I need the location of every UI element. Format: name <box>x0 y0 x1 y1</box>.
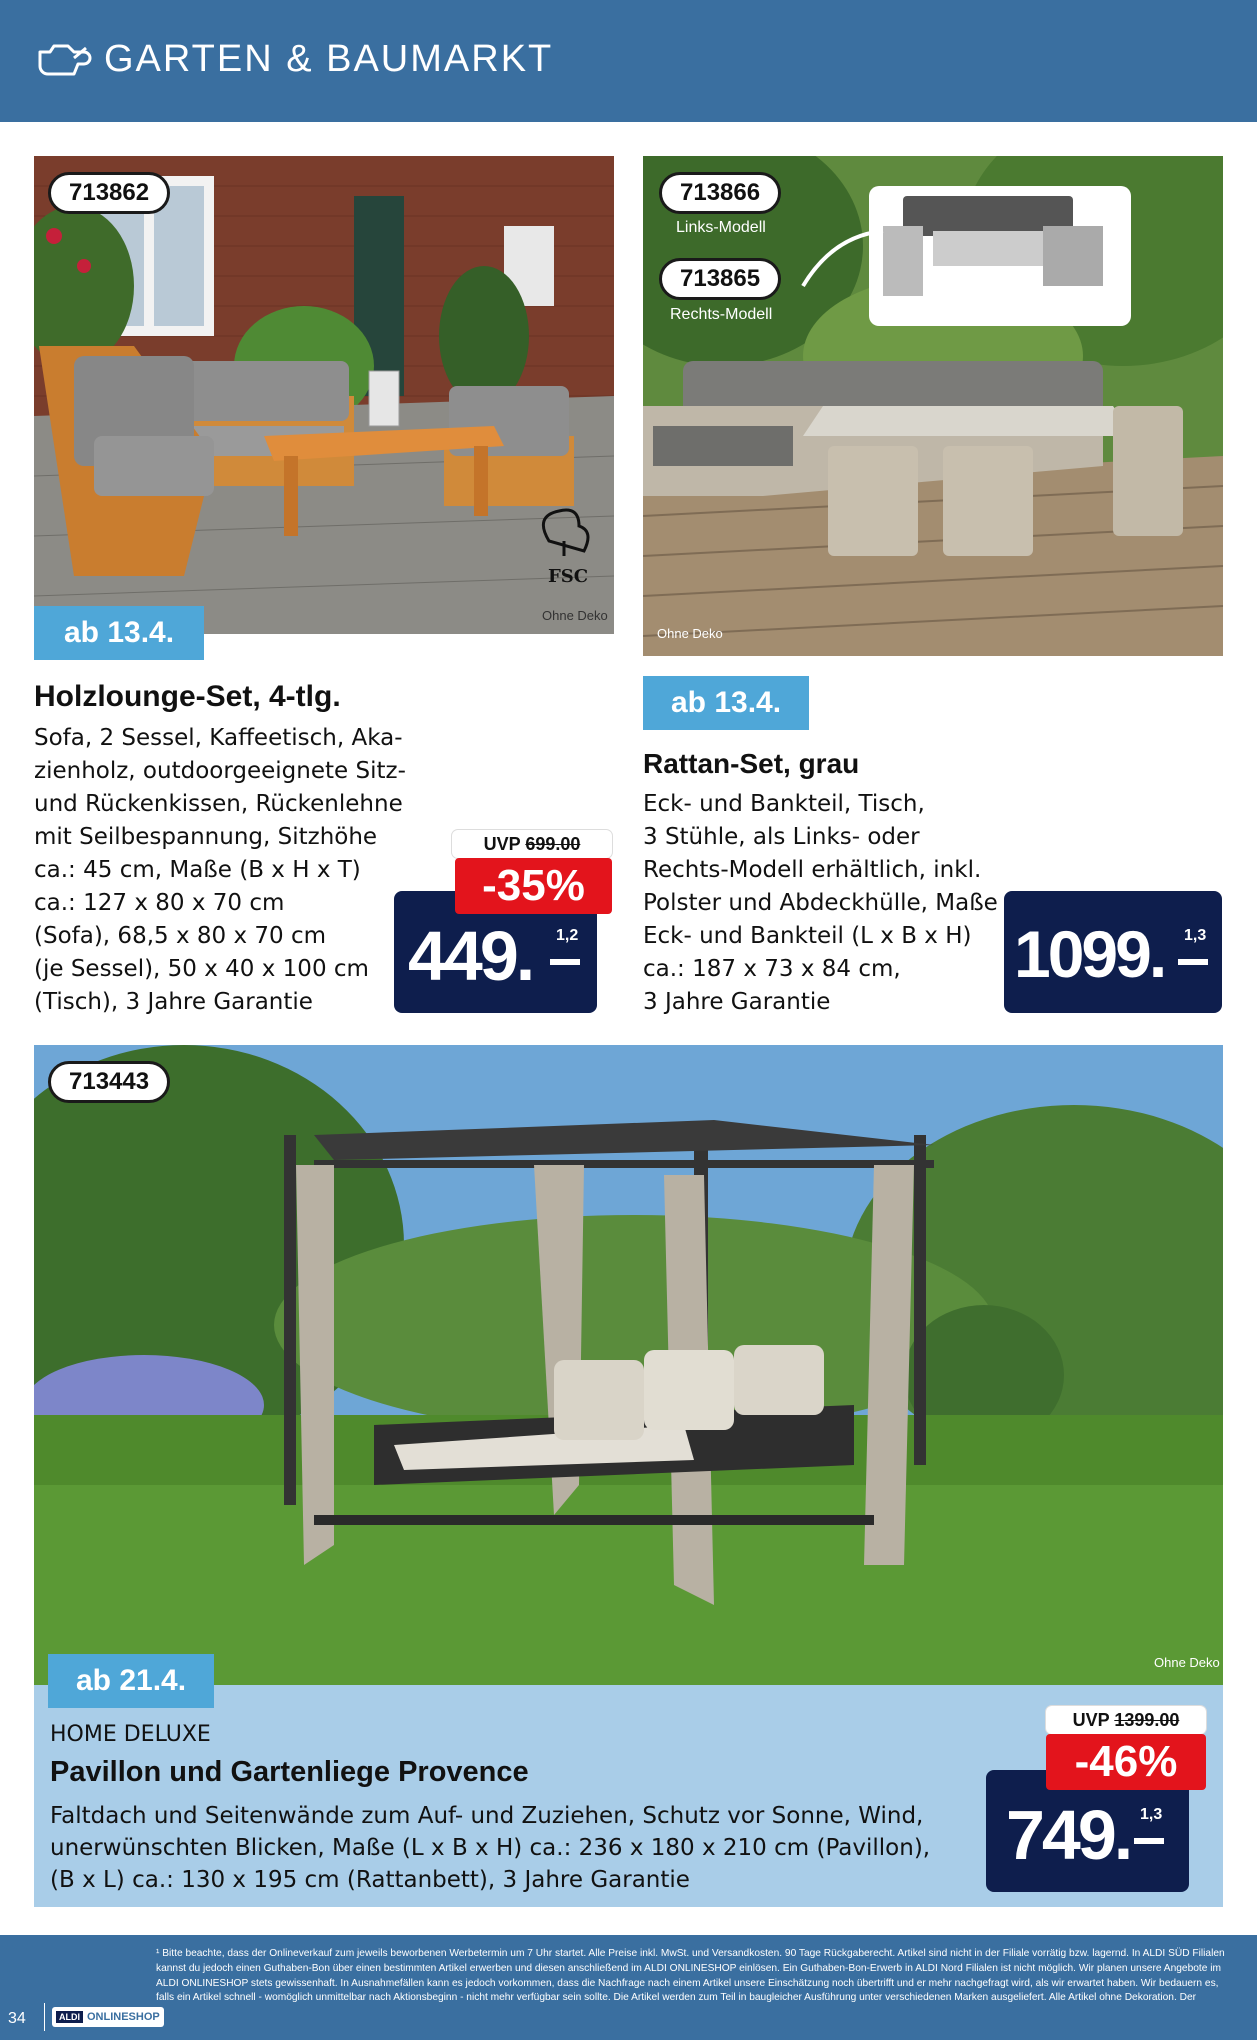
product-image-rattan-set[interactable] <box>643 156 1223 656</box>
ohne-deko-note: Ohne Deko <box>542 608 608 623</box>
product-title: Pavillon und Gartenliege Provence <box>50 1756 529 1788</box>
price-value: 449. <box>408 917 533 995</box>
product-description: Sofa, 2 Sessel, Kaffeetisch, Aka- zienholz, outdoorgeeignete Sitz- und Rückenkissen, Rückenlehne mit Seilbespannung, Sitzhöhe ca.: 45 cm, Maße (B x H x T) ca.: 127 x 80 x 70 cm (Sofa), 68,5 x 80 x 70 cm (je Sessel), 50 x 40 x 100 cm (Tisch), 3 Jahre Garantie <box>34 725 406 1015</box>
sku-badge: 713862 <box>48 172 170 214</box>
product-image-holzlounge[interactable] <box>34 156 614 634</box>
footer-divider <box>44 2003 45 2031</box>
caption-rechts-modell: Rechts-Modell <box>670 306 773 323</box>
uvp-label: UVP 699.00 <box>452 830 612 858</box>
pavillon-scene <box>34 1045 1223 1685</box>
product-title: Holzlounge-Set, 4-tlg. <box>34 680 341 713</box>
price-dash <box>1134 1838 1164 1844</box>
aldi-onlineshop-logo[interactable] <box>52 2007 164 2027</box>
legal-disclaimer: ¹ Bitte beachte, dass der Onlineverkauf zum jeweils beworbenen Werbetermin um 7 Uhr startet. Alle Preise inkl. MwSt. und Versandkosten. 90 Tage Rückgaberecht. Artikel sind nicht in der Filiale vorrätig bzw. lagernd. In ALDI SÜD Filialen kannst du jedoch einen Guthaben-Bon über einen bestimmten Artikel erwerben und diesen anschließend im ALDI ONLINESHOP einlösen. Ein Guthaben-Bon-Erwerb in ALDI Nord Filialen ist nicht möglich. Wir planen unsere Angebote im ALDI ONLINESHOP stets gewissenhaft. In Ausnahmefällen kann es jedoch vorkommen, dass die Nachfrage nach einem Artikel unsere Einschätzung noch übertrifft und er mehr nachgefragt wird, als wir erwartet haben. Wir bedauern es, falls ein Artikel schnell - womöglich unmittelbar nach Aktionsbeginn - nicht mehr verfügbar sein sollte. Die Artikel werden zum Teil in baugleicher Ausführung unter verschiedenen Marken ausgeliefert. Alle Artikel ohne Dekoration. Der <box>156 1948 1225 2004</box>
aldi-logo: ALDI <box>56 2011 83 2023</box>
watering-can-hand-icon <box>34 38 94 82</box>
fsc-label: FSC <box>548 566 589 587</box>
caption-links-modell: Links-Modell <box>676 219 766 236</box>
page-number: 34 <box>8 2010 26 2027</box>
price-footnote: 1,3 <box>1140 1806 1163 1823</box>
onlineshop-label: ONLINESHOP <box>87 2011 160 2023</box>
section-header <box>0 0 1257 122</box>
date-badge-product3: ab 21.4. <box>48 1654 214 1708</box>
price-footnote: 1,2 <box>556 927 579 944</box>
discount-badge: -35% <box>455 858 612 914</box>
ohne-deko-note: Ohne Deko <box>1154 1655 1220 1670</box>
sku-badge: 713443 <box>48 1061 170 1103</box>
price-value: 1099. <box>1014 917 1165 991</box>
product-title: Rattan-Set, grau <box>643 748 860 779</box>
date-badge-product1: ab 13.4. <box>34 606 204 660</box>
date-badge-product2: ab 13.4. <box>643 676 809 730</box>
sku-badge-rechts: 713865 <box>659 258 781 300</box>
price-footnote: 1,3 <box>1184 927 1207 944</box>
price-box-product2 <box>1004 891 1222 1013</box>
price-value: 749. <box>1006 1796 1131 1874</box>
sku-badge-links: 713866 <box>659 172 781 214</box>
page-footer <box>0 1935 1257 2040</box>
price-dash <box>550 959 580 965</box>
holzlounge-scene <box>34 156 614 634</box>
product-image-pavillon[interactable] <box>34 1045 1223 1685</box>
ohne-deko-note: Ohne Deko <box>657 626 723 641</box>
section-title: GARTEN & BAUMARKT <box>104 38 554 80</box>
brand-name: HOME DELUXE <box>50 1722 211 1747</box>
discount-badge: -46% <box>1046 1734 1206 1790</box>
uvp-label: UVP 1399.00 <box>1046 1706 1206 1734</box>
product-description: Faltdach und Seitenwände zum Auf- und Zuziehen, Schutz vor Sonne, Wind, unerwünschten Blicken, Maße (L x B x H) ca.: 236 x 180 x 210 cm (Pavillon), (B x L) ca.: 130 x 195 cm (Rattanbett), 3 Jahre Garantie <box>50 1803 931 1893</box>
product-description: Eck- und Bankteil, Tisch, 3 Stühle, als Links- oder Rechts-Modell erhältlich, inkl. Polster und Abdeckhülle, Maße Eck- und Bankteil (L x B x H) ca.: 187 x 73 x 84 cm, 3 Jahre Garantie <box>643 791 998 1015</box>
price-dash <box>1178 959 1208 965</box>
